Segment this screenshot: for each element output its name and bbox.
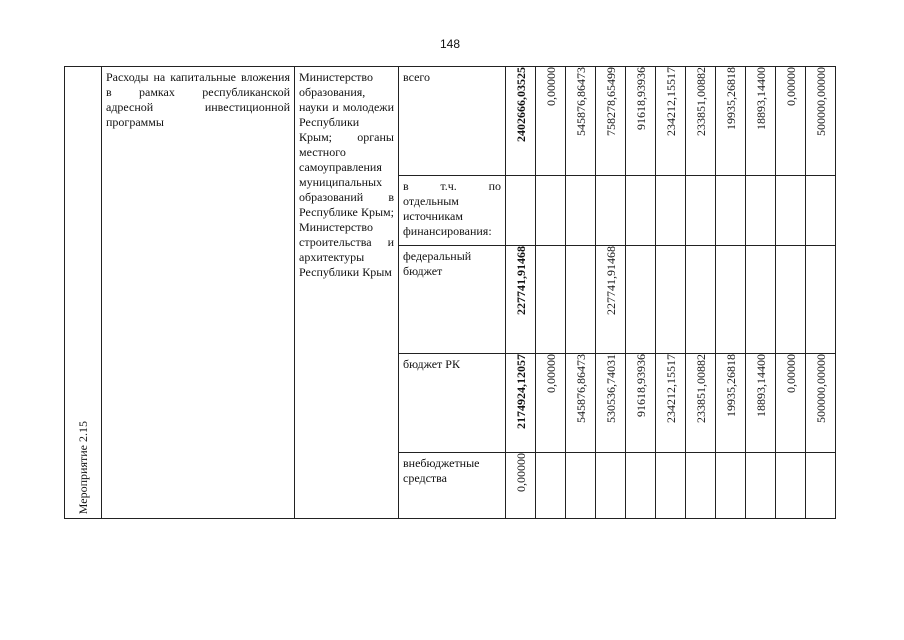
year-value: 0,00000 xyxy=(543,67,558,106)
funding-source-label: в т.ч. по отдельным источникам финансирования: xyxy=(403,179,501,238)
value-cell xyxy=(806,246,836,354)
year-value: 19935,26818 xyxy=(723,67,738,130)
year-value: 91618,93936 xyxy=(633,67,648,130)
value-cell xyxy=(776,67,806,176)
value-cell xyxy=(536,67,566,176)
value-cell xyxy=(566,453,596,519)
value-cell xyxy=(746,176,776,246)
funding-source-cell xyxy=(399,246,506,354)
year-value: 233851,00882 xyxy=(693,67,708,136)
funding-source-cell xyxy=(399,354,506,453)
value-cell xyxy=(506,67,536,176)
value-cell xyxy=(806,453,836,519)
value-cell xyxy=(716,246,746,354)
value-cell xyxy=(506,246,536,354)
funding-source-label: бюджет РК xyxy=(403,357,460,371)
year-value: 500000,00000 xyxy=(813,67,828,136)
value-cell xyxy=(746,67,776,176)
table-row xyxy=(65,67,836,176)
year-value: 227741,91468 xyxy=(603,246,618,315)
year-value: 19935,26818 xyxy=(723,354,738,417)
year-value: 91618,93936 xyxy=(633,354,648,417)
event-label: Мероприятие 2.15 xyxy=(75,420,90,514)
value-cell xyxy=(596,176,626,246)
value-cell xyxy=(596,246,626,354)
value-cell xyxy=(626,453,656,519)
year-value: 0,00000 xyxy=(543,354,558,393)
value-cell xyxy=(656,67,686,176)
total-value: 227741,91468 xyxy=(513,246,528,315)
value-cell xyxy=(746,246,776,354)
funding-source-label: всего xyxy=(403,70,431,84)
value-cell xyxy=(506,354,536,453)
value-cell xyxy=(566,67,596,176)
value-cell xyxy=(626,354,656,453)
value-cell xyxy=(776,246,806,354)
value-cell xyxy=(566,354,596,453)
value-cell xyxy=(596,453,626,519)
budget-table xyxy=(64,66,836,519)
value-cell xyxy=(626,176,656,246)
value-cell xyxy=(686,354,716,453)
description-cell xyxy=(102,67,295,519)
total-value: 0,00000 xyxy=(513,453,528,492)
value-cell xyxy=(656,354,686,453)
year-value: 18893,14400 xyxy=(753,67,768,130)
value-cell xyxy=(746,354,776,453)
total-value: 2402666,03525 xyxy=(513,67,528,142)
year-value: 758278,65499 xyxy=(603,67,618,136)
funding-source-cell xyxy=(399,176,506,246)
value-cell xyxy=(686,246,716,354)
year-value: 18893,14400 xyxy=(753,354,768,417)
value-cell xyxy=(566,246,596,354)
value-cell xyxy=(776,453,806,519)
value-cell xyxy=(536,176,566,246)
year-value: 0,00000 xyxy=(783,67,798,106)
value-cell xyxy=(686,453,716,519)
value-cell xyxy=(716,67,746,176)
value-cell xyxy=(806,354,836,453)
value-cell xyxy=(596,67,626,176)
value-cell xyxy=(746,453,776,519)
description-text: Расходы на капитальные вложения в рамках республиканской адресной инвестиционной программы xyxy=(106,70,290,129)
value-cell xyxy=(806,176,836,246)
value-cell xyxy=(656,453,686,519)
value-cell xyxy=(626,246,656,354)
value-cell xyxy=(506,176,536,246)
value-cell xyxy=(656,246,686,354)
year-value: 545876,86473 xyxy=(573,67,588,136)
year-value: 545876,86473 xyxy=(573,354,588,423)
value-cell xyxy=(776,176,806,246)
value-cell xyxy=(536,354,566,453)
funding-source-cell xyxy=(399,453,506,519)
value-cell xyxy=(686,176,716,246)
value-cell xyxy=(716,354,746,453)
year-value: 500000,00000 xyxy=(813,354,828,423)
value-cell xyxy=(776,354,806,453)
value-cell xyxy=(566,176,596,246)
funding-source-label: федеральный бюджет xyxy=(403,249,472,278)
value-cell xyxy=(596,354,626,453)
funding-source-cell xyxy=(399,67,506,176)
year-value: 234212,15517 xyxy=(663,354,678,423)
value-cell xyxy=(626,67,656,176)
executor-text: Министерство образования, науки и молодежи Республики Крым; органы местного самоуправления муниципальных образований в Республике Крым; Министерство строительства и архитектуры Республики Крым xyxy=(299,70,394,279)
year-value: 234212,15517 xyxy=(663,67,678,136)
executor-cell xyxy=(295,67,399,519)
value-cell xyxy=(716,453,746,519)
value-cell xyxy=(806,67,836,176)
event-cell xyxy=(65,67,102,519)
funding-source-label: внебюджетные средства xyxy=(403,456,480,485)
year-value: 233851,00882 xyxy=(693,354,708,423)
year-value: 0,00000 xyxy=(783,354,798,393)
value-cell xyxy=(536,246,566,354)
value-cell xyxy=(686,67,716,176)
value-cell xyxy=(656,176,686,246)
total-value: 2174924,12057 xyxy=(513,354,528,429)
page-number: 148 xyxy=(440,37,461,51)
value-cell xyxy=(536,453,566,519)
value-cell xyxy=(506,453,536,519)
year-value: 530536,74031 xyxy=(603,354,618,423)
value-cell xyxy=(716,176,746,246)
